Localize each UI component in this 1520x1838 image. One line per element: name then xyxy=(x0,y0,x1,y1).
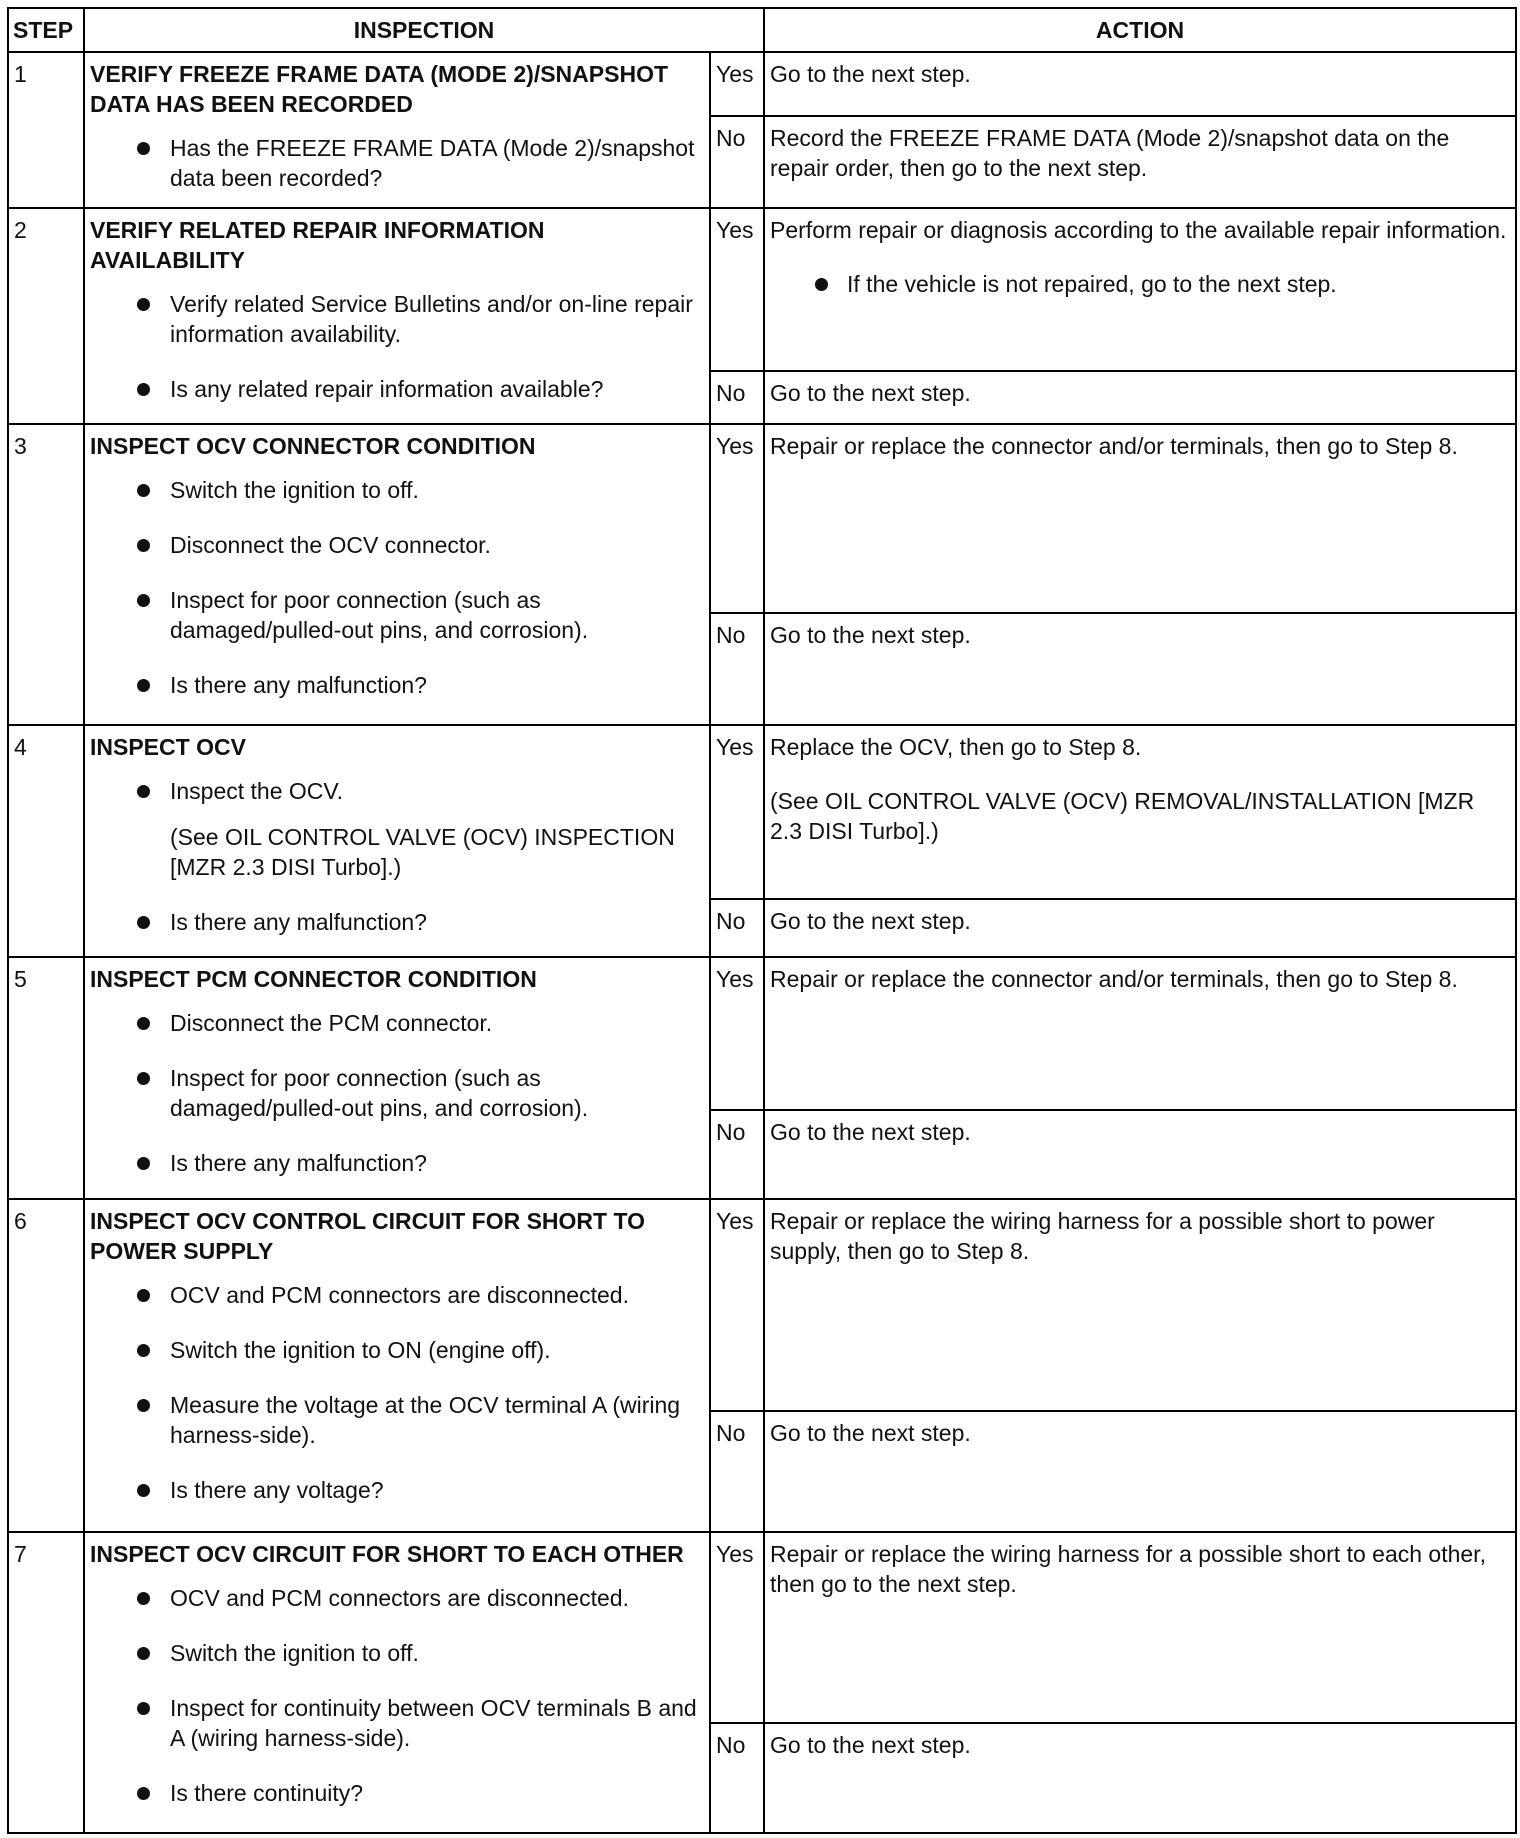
step-number: 2 xyxy=(8,208,84,423)
inspection-item-text: Disconnect the PCM connector. xyxy=(170,1009,493,1036)
inspection-cell xyxy=(84,725,710,957)
header-row xyxy=(8,8,1516,52)
answer-no-label: No xyxy=(710,1110,764,1199)
action-no-text: Go to the next step. xyxy=(770,908,971,935)
action-yes-text: Replace the OCV, then go to Step 8. xyxy=(770,733,1142,760)
action-yes-text: (See OIL CONTROL VALVE (OCV) REMOVAL/INSTALLATION [MZR 2.3 DISI Turbo].) xyxy=(770,787,1475,844)
inspection-item xyxy=(90,1778,704,1808)
inspection-item-text: OCV and PCM connectors are disconnected. xyxy=(170,1584,629,1611)
action-no-text: Go to the next step. xyxy=(770,1419,971,1446)
table-body xyxy=(8,52,1516,1833)
action-no-text: Go to the next step. xyxy=(770,1732,971,1759)
inspection-list xyxy=(90,776,704,937)
inspection-item xyxy=(90,1008,704,1038)
action-yes-cell xyxy=(764,725,1516,900)
inspection-item-text: Is there any malfunction? xyxy=(170,671,427,698)
step-row-yes xyxy=(8,208,1516,371)
inspection-item-text: Verify related Service Bulletins and/or on-line repair information availability. xyxy=(170,291,693,348)
inspection-cell xyxy=(84,957,710,1199)
inspection-title: VERIFY RELATED REPAIR INFORMATION AVAILABILITY xyxy=(90,217,545,274)
answer-no-label: No xyxy=(710,1411,764,1532)
inspection-list xyxy=(90,1280,704,1505)
inspection-item xyxy=(90,374,704,404)
action-yes-text: Perform repair or diagnosis according to the available repair information. xyxy=(770,217,1507,244)
action-no-cell xyxy=(764,371,1516,423)
inspection-list xyxy=(90,1008,704,1178)
step-number: 7 xyxy=(8,1532,84,1833)
answer-no-label: No xyxy=(710,371,764,423)
action-column-header: ACTION xyxy=(764,8,1516,52)
inspection-cell xyxy=(84,1199,710,1532)
inspection-item xyxy=(90,1390,704,1450)
inspection-item xyxy=(90,1583,704,1613)
inspection-item xyxy=(90,1063,704,1123)
inspection-item xyxy=(90,289,704,349)
inspection-title: INSPECT OCV xyxy=(90,733,246,760)
answer-yes-label: Yes xyxy=(710,725,764,900)
step-row-yes xyxy=(8,1199,1516,1411)
action-yes-cell xyxy=(764,208,1516,371)
inspection-item xyxy=(90,1693,704,1753)
step-number: 6 xyxy=(8,1199,84,1532)
step-row-yes xyxy=(8,424,1516,614)
inspection-item xyxy=(90,133,704,193)
step-number: 3 xyxy=(8,424,84,725)
inspection-item xyxy=(90,530,704,560)
step-row-yes xyxy=(8,725,1516,900)
inspection-item-text: Is there any voltage? xyxy=(170,1476,384,1503)
inspection-cell xyxy=(84,424,710,725)
action-no-cell xyxy=(764,1110,1516,1199)
inspection-item-text: Inspect for poor connection (such as damaged/pulled-out pins, and corrosion). xyxy=(170,1064,589,1121)
answer-yes-label: Yes xyxy=(710,1532,764,1723)
inspection-item-text: Is any related repair information available? xyxy=(170,376,604,403)
inspection-title: INSPECT OCV CIRCUIT FOR SHORT TO EACH OTHER xyxy=(90,1540,684,1567)
inspection-item xyxy=(90,1280,704,1310)
action-yes-text: Repair or replace the connector and/or terminals, then go to Step 8. xyxy=(770,432,1458,459)
inspection-item-text: Is there continuity? xyxy=(170,1779,364,1806)
inspection-item-text: Switch the ignition to ON (engine off). xyxy=(170,1336,551,1363)
inspection-cell xyxy=(84,208,710,423)
inspection-list xyxy=(90,289,704,404)
step-row-yes xyxy=(8,957,1516,1110)
inspection-item-text: Disconnect the OCV connector. xyxy=(170,531,491,558)
inspection-item xyxy=(90,776,704,882)
inspection-item xyxy=(90,585,704,645)
action-yes-text: Repair or replace the connector and/or terminals, then go to Step 8. xyxy=(770,965,1458,992)
inspection-item xyxy=(90,1475,704,1505)
inspection-item xyxy=(90,907,704,937)
action-yes-cell xyxy=(764,52,1516,116)
action-no-text: Go to the next step. xyxy=(770,622,971,649)
action-yes-text: Repair or replace the wiring harness for a possible short to power supply, then go to Step 8. xyxy=(770,1207,1435,1264)
inspection-column-header: INSPECTION xyxy=(84,8,764,52)
inspection-title: INSPECT PCM CONNECTOR CONDITION xyxy=(90,965,537,992)
action-no-cell xyxy=(764,613,1516,724)
inspection-item-note: (See OIL CONTROL VALVE (OCV) INSPECTION [MZR 2.3 DISI Turbo].) xyxy=(170,823,675,880)
action-yes-text: Repair or replace the wiring harness for a possible short to each other, then go to the next step. xyxy=(770,1540,1486,1597)
inspection-item-text: Is there any malfunction? xyxy=(170,908,427,935)
action-yes-cell xyxy=(764,424,1516,614)
inspection-title: VERIFY FREEZE FRAME DATA (MODE 2)/SNAPSHOT DATA HAS BEEN RECORDED xyxy=(90,61,669,117)
answer-no-label: No xyxy=(710,613,764,724)
inspection-item-text: Measure the voltage at the OCV terminal A (wiring harness-side). xyxy=(170,1391,681,1448)
action-yes-cell xyxy=(764,1199,1516,1411)
inspection-item-text: Switch the ignition to off. xyxy=(170,1639,419,1666)
inspection-item xyxy=(90,475,704,505)
diagnostic-procedure-table xyxy=(7,7,1517,1834)
action-no-text: Go to the next step. xyxy=(770,1119,971,1146)
answer-yes-label: Yes xyxy=(710,1199,764,1411)
inspection-list xyxy=(90,133,704,193)
action-no-text: Record the FREEZE FRAME DATA (Mode 2)/snapshot data on the repair order, then go to the next step. xyxy=(770,125,1450,182)
inspection-item-text: Inspect for poor connection (such as damaged/pulled-out pins, and corrosion). xyxy=(170,586,589,643)
action-no-cell xyxy=(764,1411,1516,1532)
answer-yes-label: Yes xyxy=(710,424,764,614)
inspection-item-text: OCV and PCM connectors are disconnected. xyxy=(170,1281,629,1308)
action-no-text: Go to the next step. xyxy=(770,380,971,407)
answer-no-label: No xyxy=(710,899,764,957)
step-row-yes xyxy=(8,52,1516,116)
answer-yes-label: Yes xyxy=(710,52,764,116)
action-no-cell xyxy=(764,899,1516,957)
inspection-cell xyxy=(84,1532,710,1833)
inspection-item-text: Is there any malfunction? xyxy=(170,1149,427,1176)
action-yes-cell xyxy=(764,957,1516,1110)
inspection-title: INSPECT OCV CONTROL CIRCUIT FOR SHORT TO POWER SUPPLY xyxy=(90,1207,645,1264)
action-yes-list xyxy=(770,269,1510,299)
answer-yes-label: Yes xyxy=(710,208,764,371)
inspection-item-text: Inspect the OCV. xyxy=(170,777,344,804)
answer-no-label: No xyxy=(710,116,764,208)
answer-no-label: No xyxy=(710,1723,764,1833)
inspection-item xyxy=(90,1335,704,1365)
step-number: 5 xyxy=(8,957,84,1199)
inspection-title: INSPECT OCV CONNECTOR CONDITION xyxy=(90,432,536,459)
inspection-list xyxy=(90,1583,704,1808)
inspection-item xyxy=(90,1638,704,1668)
action-yes-text: Go to the next step. xyxy=(770,61,971,87)
step-number: 1 xyxy=(8,52,84,208)
inspection-item-text: Switch the ignition to off. xyxy=(170,476,419,503)
inspection-list xyxy=(90,475,704,700)
action-yes-item: If the vehicle is not repaired, go to the next step. xyxy=(770,269,1510,299)
inspection-item xyxy=(90,670,704,700)
inspection-item-text: Has the FREEZE FRAME DATA (Mode 2)/snapshot data been recorded? xyxy=(170,135,695,191)
action-no-cell xyxy=(764,116,1516,208)
inspection-item xyxy=(90,1148,704,1178)
inspection-cell xyxy=(84,52,710,208)
step-column-header: STEP xyxy=(8,8,84,52)
step-row-yes xyxy=(8,1532,1516,1723)
answer-yes-label: Yes xyxy=(710,957,764,1110)
inspection-item-text: Inspect for continuity between OCV terminals B and A (wiring harness-side). xyxy=(170,1694,697,1751)
step-number: 4 xyxy=(8,725,84,957)
action-no-cell xyxy=(764,1723,1516,1833)
action-yes-cell xyxy=(764,1532,1516,1723)
